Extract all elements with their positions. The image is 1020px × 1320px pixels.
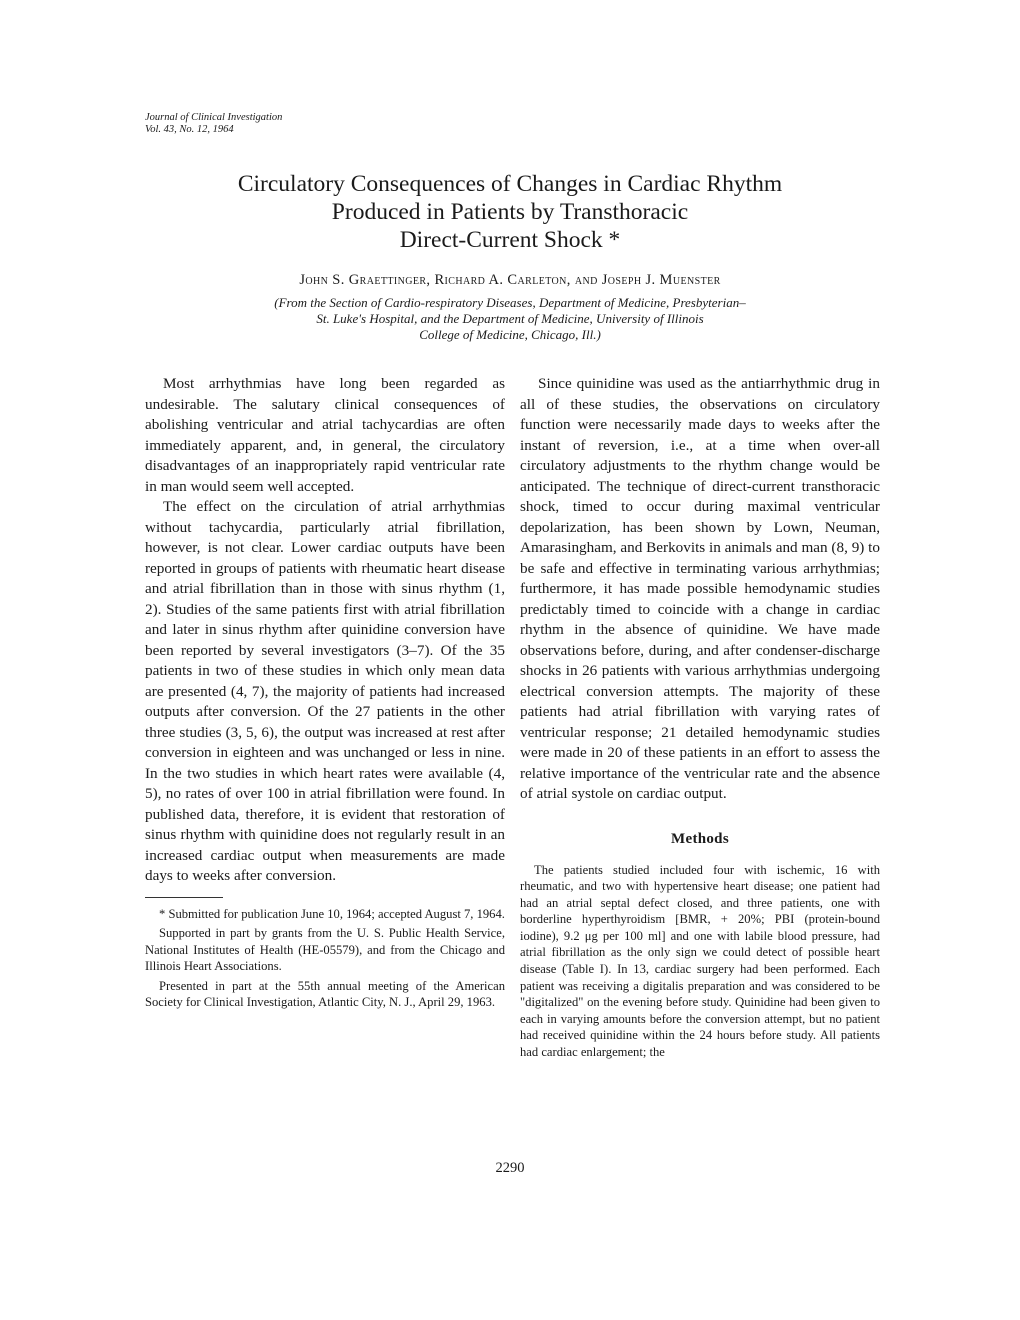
- methods-paragraph-1: The patients studied included four with ischemic, 16 with rheumatic, and two with hypertensive heart disease; one patient had had an atrial septal defect closed, and three patients, one with borderline hyperthyroidism [BMR, + 20%; PBI (protein-bound iodine), 9.2 μg per 100 ml] and one with labile blood pressure, had atrial fibrillation as the only sign we could detect of possible heart disease (Table I). In 13, cardiac surgery had been performed. Each patient was receiving a digitalis preparation and was considered to be "digitalized" on the evening before study. Quinidine had been given to each in varying amounts before the conversion attempt, but no patient had received quinidine within the 24 hours before study. All patients had cardiac enlargement; the: [520, 862, 880, 1060]
- title-block: [150, 170, 870, 343]
- affiliation: [150, 295, 870, 343]
- title-line-3: Direct-Current Shock *: [399, 227, 621, 253]
- intro-paragraph-3: Since quinidine was used as the antiarrhythmic drug in all of these studies, the observations on circulatory function were necessarily made days to weeks after the instant of reversion, i.e., at a time when over-all circulatory adjustments to the rhythm change would be anticipated. The technique of direct-current transthoracic shock, timed to occur during maximal ventricular depolarization, has been shown by Lown, Neuman, Amarasingham, and Berkovits in animals and man (8, 9) to be safe and effective in terminating various arrhythmias; furthermore, it has made possible hemodynamic studies predictably timed to coincide with a change in cardiac rhythm in the absence of quinidine. We have made observations before, during, and after condenser-discharge shocks in 26 patients with various arrhythmias undergoing electrical conversion attempts. The majority of these patients had atrial fibrillation with varying rates of ventricular response; 21 detailed hemodynamic studies were made in 20 of these patients in an effort to assess the relative importance of the ventricular rate and the absence of atrial systole on cardiac output.: [520, 375, 880, 802]
- footnote-submitted: * Submitted for publication June 10, 1964; accepted August 7, 1964.: [159, 906, 505, 921]
- left-column: [145, 374, 505, 1014]
- affiliation-line-2: St. Luke's Hospital, and the Department of Medicine, University of Illinois: [316, 311, 704, 326]
- article-title: [150, 170, 870, 254]
- intro-paragraph-2: The effect on the circulation of atrial arrhythmias without tachycardia, particularly atrial fibrillation, however, is not clear. Lower cardiac outputs have been reported in groups of patients with rheumatic heart disease and atrial fibrillation than in those with sinus rhythm (1, 2). Studies of the same patients first with atrial fibrillation and later in sinus rhythm after quinidine conversion have been reported by several investigators (3–7). Of the 35 patients in two of these studies in which only mean data are presented (4, 7), the majority of patients had increased outputs after conversion. Of the 27 patients in the other three studies (3, 5, 6), the output was increased at rest after conversion in eighteen and was unchanged or less in nine. In the two studies in which heart rates were available (4, 5), no rates of over 100 in atrial fibrillation were found. In published data, therefore, it is evident that restoration of sinus rhythm with quinidine does not regularly result in an increased cardiac output when measurements are made days to weeks after conversion.: [145, 498, 505, 884]
- right-column: [520, 374, 880, 1061]
- running-header: [145, 112, 282, 136]
- intro-paragraph-1: Most arrhythmias have long been regarded as undesirable. The salutary clinical consequences of abolishing ventricular and atrial tachycardias are often immediately apparent, and, in general, the circulatory disadvantages of an inappropriately rapid ventricular rate in man would seem well accepted.: [145, 375, 505, 495]
- footnote-support: Supported in part by grants from the U. S. Public Health Service, National Institutes of Health (HE-05579), and from the Chicago and Illinois Heart Associations.: [145, 926, 505, 974]
- footnote-presented: Presented in part at the 55th annual meeting of the American Society for Clinical Investigation, Atlantic City, N. J., April 29, 1963.: [145, 978, 505, 1010]
- affiliation-line-1: (From the Section of Cardio-respiratory Diseases, Department of Medicine, Presbyterian–: [274, 295, 746, 310]
- author-list: John S. Graettinger, Richard A. Carleton, and Joseph J. Muenster: [299, 272, 721, 288]
- footnote-divider: [145, 897, 223, 898]
- methods-heading: Methods: [671, 830, 729, 847]
- journal-volume: Vol. 43, No. 12, 1964: [145, 124, 234, 135]
- title-line-1: Circulatory Consequences of Changes in Cardiac Rhythm: [237, 171, 783, 197]
- journal-name: Journal of Clinical Investigation: [145, 112, 283, 123]
- page-number: 2290: [495, 1160, 525, 1176]
- title-line-2: Produced in Patients by Transthoracic: [331, 199, 689, 225]
- affiliation-line-3: College of Medicine, Chicago, Ill.): [419, 327, 601, 342]
